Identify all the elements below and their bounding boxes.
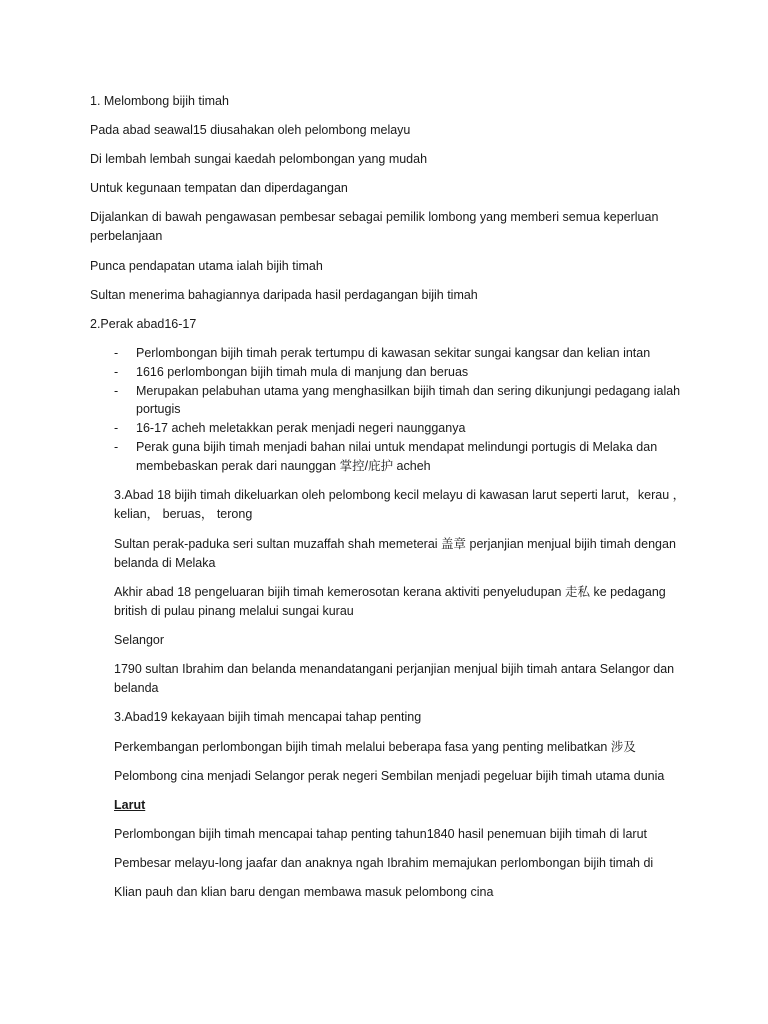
list-item: [114, 419, 694, 438]
paragraph: Sultan menerima bahagiannya daripada hasil perdagangan bijih timah: [90, 288, 478, 302]
paragraph: Untuk kegunaan tempatan dan diperdagangan: [90, 181, 348, 195]
bullet-dash: -: [114, 439, 119, 454]
list-item-text: 1616 perlombongan bijih timah mula di manjung dan beruas: [136, 364, 469, 379]
bullet-dash: -: [114, 364, 119, 379]
list-item-text: Merupakan pelabuhan utama yang menghasilkan bijih timah dan sering dikunjungi pedagang ialah portugis: [136, 383, 681, 417]
bullet-dash: -: [114, 383, 119, 398]
list-item: [114, 363, 694, 382]
paragraph: Dijalankan di bawah pengawasan pembesar sebagai pemilik lombong yang memberi semua keperluan perbelanjaan: [90, 210, 659, 243]
list-item-text: Perak guna bijih timah menjadi bahan nilai untuk mendapat melindungi portugis di Melaka dan membebaskan perak dari naunggan 掌控/庇护 acheh: [136, 439, 658, 473]
section-1-heading: 1. Melombong bijih timah: [90, 94, 229, 108]
paragraph: Sultan perak-paduka seri sultan muzaffah shah memeterai 盖章 perjanjian menjual bijih timah dengan belanda di Melaka: [114, 537, 676, 570]
bullet-list: [114, 344, 694, 476]
list-item-text: 16-17 acheh meletakkan perak menjadi negeri naungganya: [136, 421, 466, 436]
paragraph: Akhir abad 18 pengeluaran bijih timah kemerosotan kerana aktiviti penyeludupan 走私 ke pedagang british di pulau pinang melalui sungai kurau: [114, 585, 666, 618]
paragraph: Perlombongan bijih timah mencapai tahap penting tahun1840 hasil penemuan bijih timah di larut: [114, 827, 647, 841]
paragraph: Klian pauh dan klian baru dengan membawa masuk pelombong cina: [114, 885, 494, 899]
paragraph: Perkembangan perlombongan bijih timah melalui beberapa fasa yang penting melibatkan 涉及: [114, 740, 636, 754]
bullet-dash: -: [114, 346, 119, 360]
section-2-heading: 2.Perak abad16-17: [90, 317, 197, 331]
paragraph: Di lembah lembah sungai kaedah pelombongan yang mudah: [90, 152, 428, 166]
paragraph: Selangor: [114, 633, 165, 647]
paragraph: 1790 sultan Ibrahim dan belanda menandatangani perjanjian menjual bijih timah antara Selangor dan belanda: [114, 662, 675, 695]
paragraph: Pembesar melayu-long jaafar dan anaknya ngah Ibrahim memajukan perlombongan bijih timah di: [114, 856, 654, 870]
list-item: [114, 438, 694, 476]
list-item: [114, 344, 694, 363]
larut-heading: Larut: [114, 798, 146, 812]
paragraph: Pada abad seawal15 diusahakan oleh pelombong melayu: [90, 123, 411, 137]
list-item-text: Perlombongan bijih timah perak tertumpu di kawasan sekitar sungai kangsar dan kelian intan: [136, 346, 651, 360]
section-3-heading: 3.Abad 18 bijih timah dikeluarkan oleh pelombong kecil melayu di kawasan larut seperti larut，kerau ，kelian， beruas， terong: [114, 488, 686, 521]
section-4-heading: 3.Abad19 kekayaan bijih timah mencapai tahap penting: [114, 710, 422, 724]
paragraph: Punca pendapatan utama ialah bijih timah: [90, 259, 323, 273]
paragraph: Pelombong cina menjadi Selangor perak negeri Sembilan menjadi pegeluar bijih timah utama dunia: [114, 769, 665, 783]
bullet-dash: -: [114, 421, 119, 436]
list-item: [114, 382, 694, 420]
